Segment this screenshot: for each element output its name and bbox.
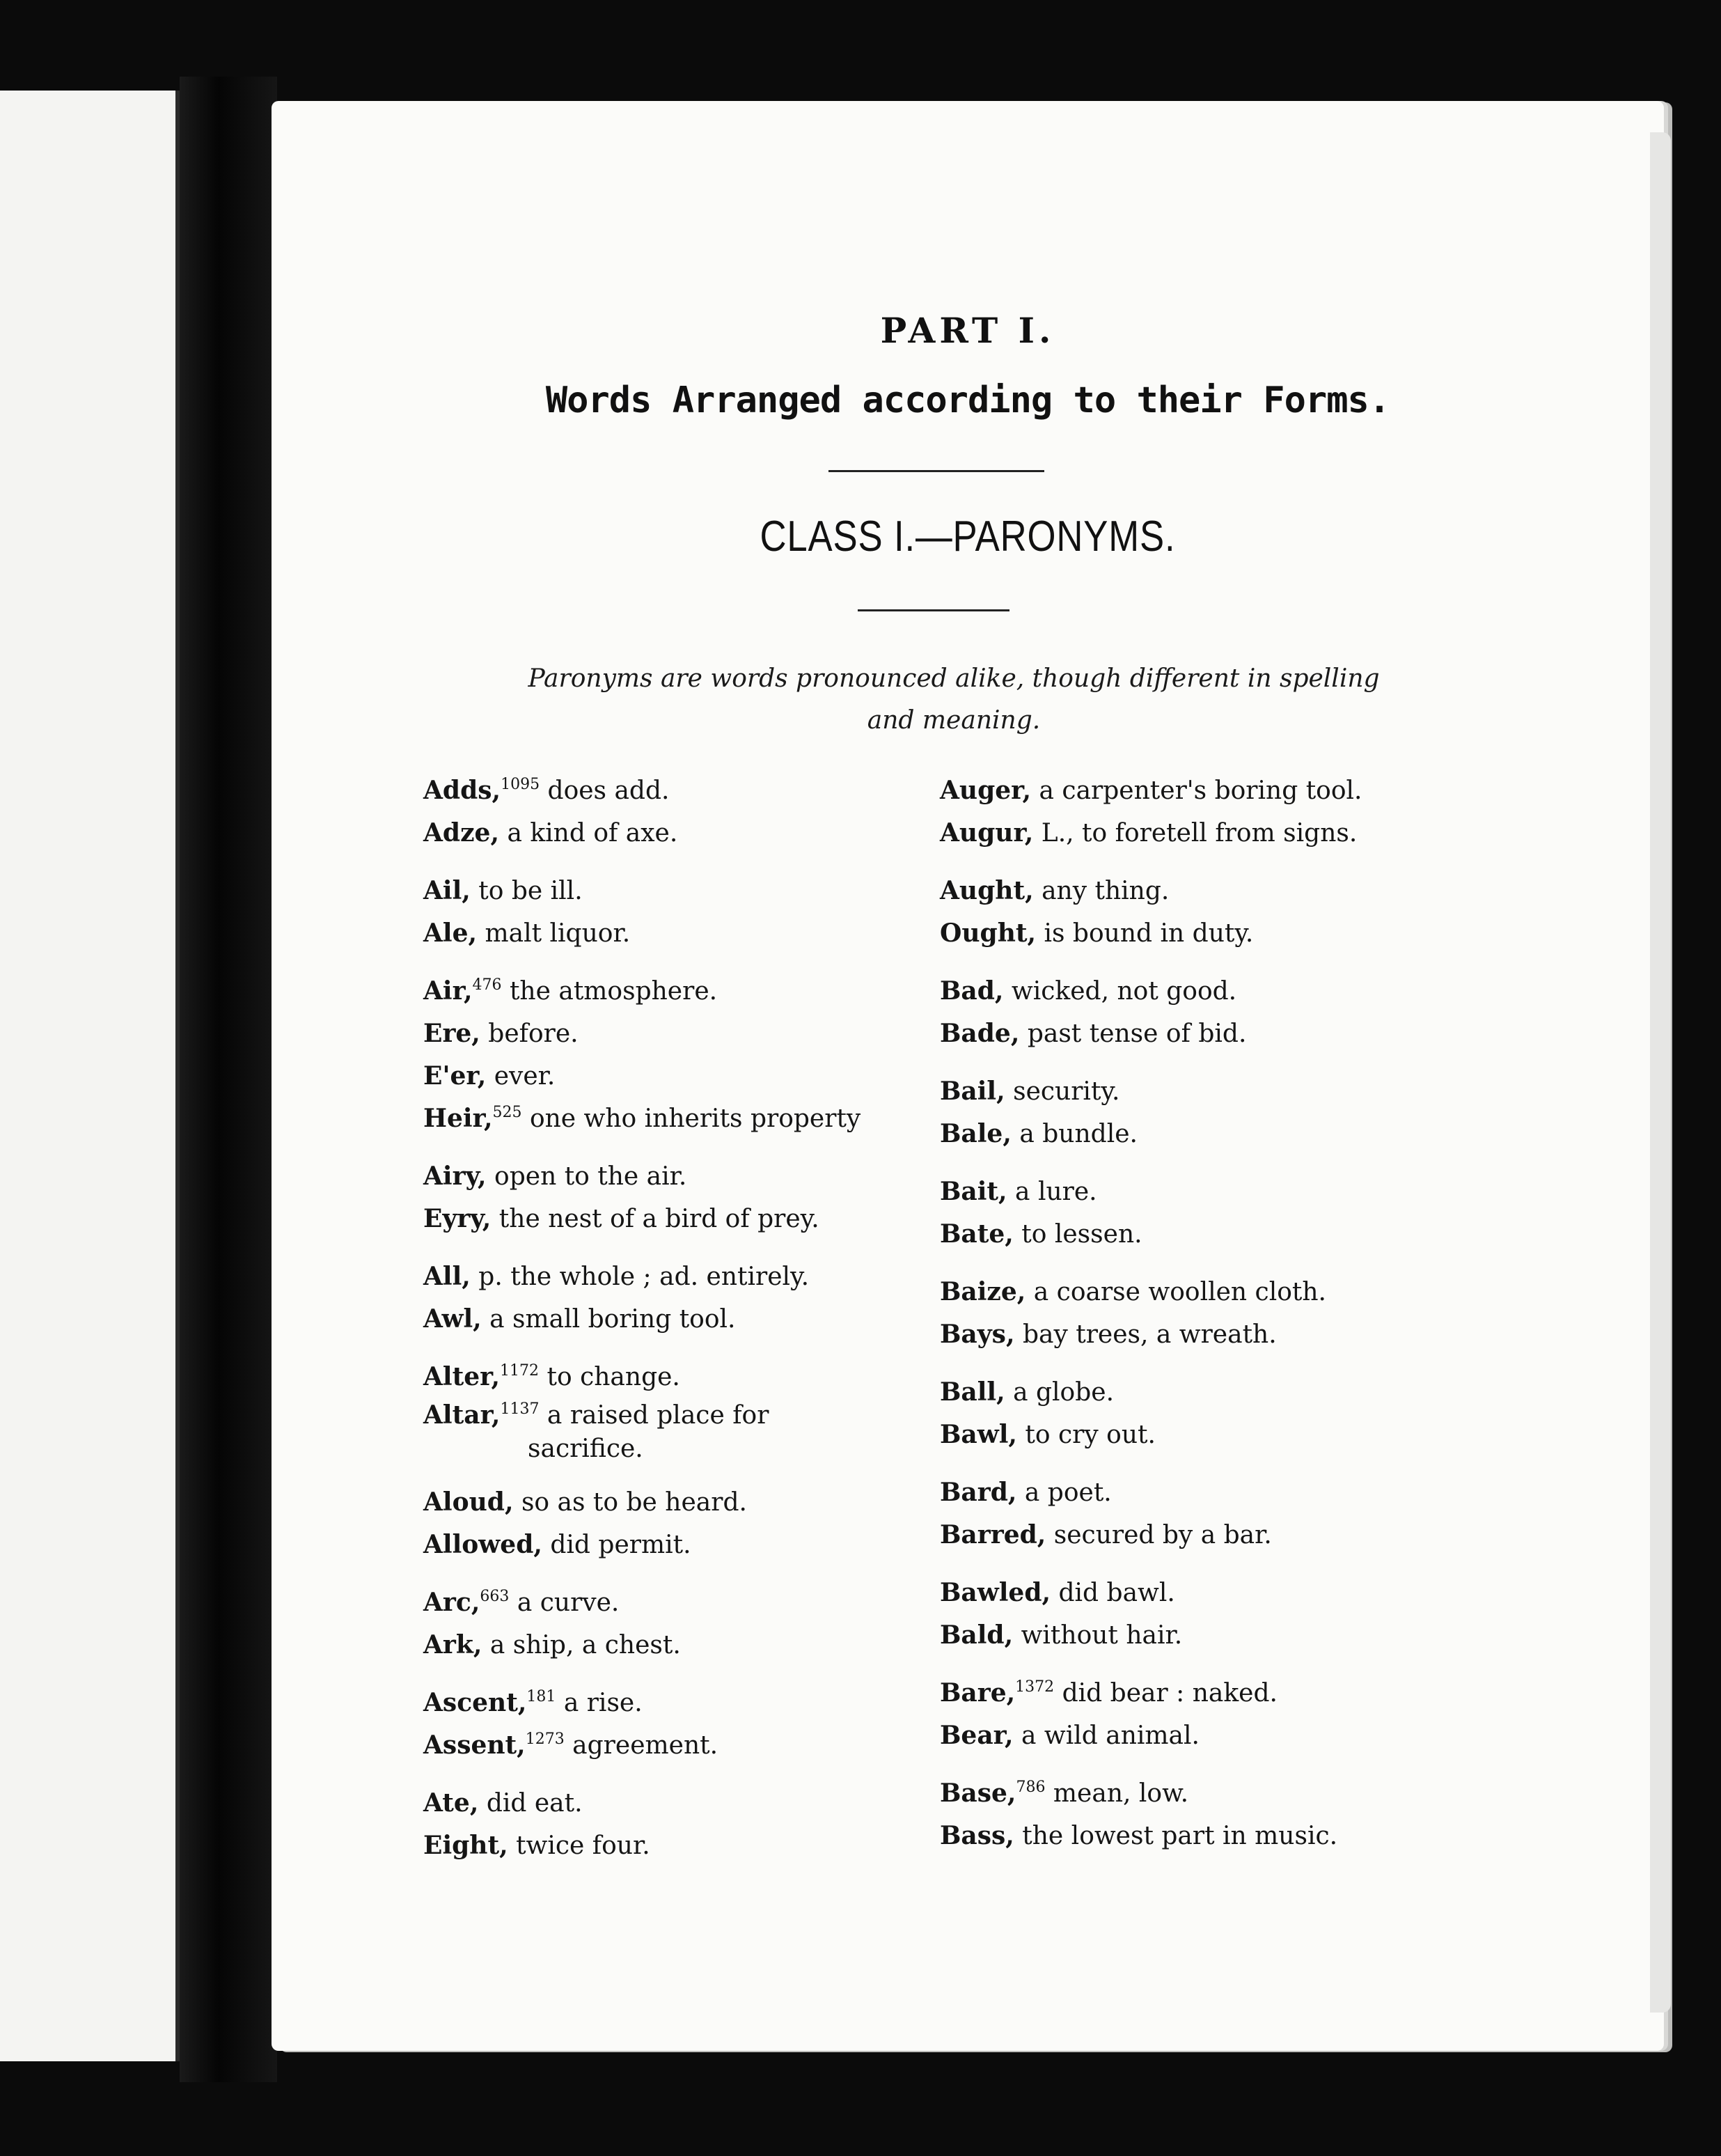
dictionary-entry: [423, 970, 925, 1013]
dictionary-entry: [423, 1682, 925, 1724]
entry-definition: past tense of bid.: [1027, 1020, 1247, 1048]
dictionary-entry: [423, 1298, 925, 1341]
entry-group: [423, 1481, 925, 1566]
entry-word: Assent,: [423, 1731, 526, 1760]
entry-word: Ere,: [423, 1019, 480, 1048]
entry-word: Ball,: [940, 1377, 1005, 1407]
part-heading: PART I.: [880, 310, 1055, 351]
divider-rule: [828, 470, 1044, 472]
entry-word: Ail,: [423, 876, 471, 905]
entry-word: Bale,: [940, 1119, 1012, 1148]
entry-word: Adds,: [423, 776, 501, 805]
entry-definition: a globe.: [1013, 1378, 1115, 1407]
entry-group: [940, 1572, 1469, 1657]
dictionary-entry: [940, 1471, 1469, 1514]
entry-definition: before.: [488, 1020, 579, 1048]
entry-definition-continued: sacrifice.: [528, 1435, 643, 1463]
dictionary-entry: [940, 1113, 1469, 1155]
entry-definition: security.: [1013, 1077, 1120, 1106]
divider-rule: [858, 609, 1009, 611]
entry-group: [423, 1356, 925, 1466]
entry-word: Air,: [423, 976, 473, 1006]
entry-group: [940, 1371, 1469, 1456]
dictionary-entry: [423, 1782, 925, 1825]
entry-definition: so as to be heard.: [521, 1488, 747, 1517]
dictionary-entry: [940, 1572, 1469, 1614]
entry-definition: the nest of a bird of prey.: [498, 1205, 819, 1233]
reference-number: 663: [480, 1588, 510, 1605]
entry-definition: a wild animal.: [1021, 1721, 1200, 1750]
entry-group: [423, 1256, 925, 1341]
dictionary-entry: [423, 1524, 925, 1566]
dictionary-entry: [940, 912, 1469, 955]
entry-group: [940, 1672, 1469, 1757]
entry-group: [940, 1271, 1469, 1356]
entry-definition: the atmosphere.: [509, 977, 718, 1006]
entry-group: [423, 970, 925, 1140]
entry-definition: secured by a bar.: [1053, 1521, 1272, 1549]
entry-word: Arc,: [423, 1588, 480, 1617]
entry-definition: did bawl.: [1058, 1579, 1175, 1607]
entry-word: E'er,: [423, 1061, 487, 1091]
dictionary-entry: [940, 1815, 1469, 1857]
entry-word: Bare,: [940, 1678, 1016, 1708]
entry-word: Ale,: [423, 919, 478, 948]
page-edge: [1650, 132, 1671, 2013]
entry-word: Augur,: [940, 818, 1034, 847]
entry-definition: did permit.: [550, 1531, 691, 1559]
entry-group: [423, 1155, 925, 1240]
dictionary-entry: [423, 1155, 925, 1198]
dictionary-entry: [940, 970, 1469, 1013]
entry-definition: a kind of axe.: [507, 819, 678, 847]
entry-definition: without hair.: [1021, 1621, 1183, 1650]
entry-word: Ate,: [423, 1788, 479, 1818]
entry-word: Bade,: [940, 1019, 1020, 1048]
reference-number: 525: [492, 1104, 522, 1121]
dictionary-entry: [940, 1271, 1469, 1313]
part-subtitle: Words Arranged according to their Forms.: [545, 380, 1390, 421]
dictionary-entry: [423, 1356, 925, 1398]
entry-group: [423, 1782, 925, 1867]
entry-word: Aloud,: [423, 1487, 514, 1517]
entry-definition: any thing.: [1042, 877, 1170, 905]
dictionary-entry: [423, 1724, 925, 1767]
dictionary-entry: [423, 1398, 925, 1466]
definition-line: Paronyms are words pronounced alike, though different in spelling: [528, 664, 1380, 693]
entry-definition: to lessen.: [1021, 1220, 1142, 1249]
entry-word: Ark,: [423, 1630, 482, 1659]
entry-definition: L., to foretell from signs.: [1041, 819, 1358, 847]
entry-word: Bawl,: [940, 1420, 1017, 1449]
dictionary-entry: [940, 1371, 1469, 1414]
dictionary-entry: [940, 1514, 1469, 1556]
entry-definition: open to the air.: [494, 1162, 687, 1191]
entry-definition: a lure.: [1015, 1178, 1097, 1206]
book-spine: [180, 77, 277, 2082]
entry-definition: twice four.: [516, 1831, 650, 1860]
entry-definition: agreement.: [572, 1731, 718, 1760]
entry-definition: a curve.: [517, 1588, 620, 1617]
entry-word: Bawled,: [940, 1578, 1051, 1607]
dictionary-entry: [423, 1624, 925, 1666]
entry-definition: a ship, a chest.: [489, 1631, 681, 1659]
entry-word: Baize,: [940, 1277, 1026, 1306]
dictionary-entry: [940, 1171, 1469, 1213]
entry-group: [423, 1682, 925, 1767]
entry-group: [423, 870, 925, 955]
entry-group: [940, 1772, 1469, 1857]
entry-definition: one who inherits property: [529, 1104, 861, 1133]
entry-word: Eyry,: [423, 1204, 492, 1233]
dictionary-entry: [940, 870, 1469, 912]
entry-definition: is bound in duty.: [1044, 919, 1254, 948]
dictionary-entry: [940, 770, 1469, 812]
dictionary-entry: [423, 870, 925, 912]
dictionary-entry: [940, 1672, 1469, 1714]
entry-word: All,: [423, 1262, 471, 1291]
entry-definition: wicked, not good.: [1011, 977, 1237, 1006]
entry-group: [940, 770, 1469, 854]
entry-word: Heir,: [423, 1104, 493, 1133]
reference-number: 476: [472, 976, 502, 994]
reference-number: 1137: [500, 1400, 540, 1418]
dictionary-entry: [423, 812, 925, 854]
dictionary-entry: [940, 1714, 1469, 1757]
entry-definition: to change.: [547, 1363, 680, 1391]
entry-definition: to be ill.: [478, 877, 583, 905]
reference-number: 1273: [525, 1731, 565, 1748]
entry-word: Allowed,: [423, 1530, 542, 1559]
entry-definition: did eat.: [486, 1789, 583, 1818]
entry-definition: a raised place for: [547, 1401, 769, 1430]
entry-word: Bear,: [940, 1721, 1014, 1750]
dictionary-entry: [423, 1013, 925, 1055]
entry-word: Ascent,: [423, 1688, 527, 1717]
entry-word: Ought,: [940, 919, 1037, 948]
entry-group: [940, 1171, 1469, 1256]
dictionary-entry: [940, 1414, 1469, 1456]
entry-group: [940, 870, 1469, 955]
entry-definition: a coarse woollen cloth.: [1033, 1278, 1326, 1306]
entry-word: Base,: [940, 1779, 1016, 1808]
entry-definition: the lowest part in music.: [1022, 1822, 1338, 1850]
entry-definition: does add.: [547, 776, 670, 805]
entry-definition: a carpenter's boring tool.: [1039, 776, 1362, 805]
reference-number: 1372: [1015, 1678, 1055, 1696]
entry-definition: did bear : naked.: [1062, 1679, 1278, 1708]
entry-word: Bays,: [940, 1320, 1015, 1349]
entry-word: Bald,: [940, 1620, 1014, 1650]
entry-definition: mean, low.: [1053, 1779, 1189, 1808]
dictionary-entry: [940, 1772, 1469, 1815]
entry-definition: a rise.: [563, 1689, 643, 1717]
entry-definition: to cry out.: [1025, 1421, 1156, 1449]
entry-word: Bate,: [940, 1219, 1014, 1249]
dictionary-entry: [423, 1256, 925, 1298]
entry-word: Adze,: [423, 818, 499, 847]
entry-word: Aught,: [940, 876, 1034, 905]
entry-word: Bad,: [940, 976, 1004, 1006]
entry-word: Altar,: [423, 1400, 501, 1430]
dictionary-entry: [423, 1198, 925, 1240]
class-title: CLASS I.—PARONYMS.: [760, 513, 1176, 561]
dictionary-entry: [940, 812, 1469, 854]
definition-text: [411, 658, 1497, 742]
entry-definition: a poet.: [1024, 1478, 1112, 1507]
reference-number: 786: [1016, 1779, 1046, 1796]
entry-word: Eight,: [423, 1831, 508, 1860]
dictionary-entry: [940, 1614, 1469, 1657]
entry-word: Awl,: [423, 1304, 482, 1334]
dictionary-entry: [940, 1213, 1469, 1256]
reference-number: 181: [526, 1688, 556, 1705]
entry-definition: a bundle.: [1019, 1120, 1138, 1148]
entry-word: Bait,: [940, 1177, 1007, 1206]
definition-line: and meaning.: [867, 706, 1041, 735]
book-page: [272, 101, 1664, 2051]
right-column: [940, 770, 1469, 1873]
entry-word: Bail,: [940, 1077, 1005, 1106]
entry-group: [423, 770, 925, 854]
dictionary-entry: [423, 1825, 925, 1867]
entry-definition: a small boring tool.: [489, 1305, 736, 1334]
entry-word: Bard,: [940, 1478, 1017, 1507]
dictionary-entry: [940, 1070, 1469, 1113]
dictionary-entry: [940, 1313, 1469, 1356]
entry-group: [940, 970, 1469, 1055]
entry-word: Alter,: [423, 1362, 501, 1391]
dictionary-entry: [423, 1581, 925, 1624]
entry-word: Auger,: [940, 776, 1032, 805]
dictionary-entry: [423, 912, 925, 955]
entry-word: Barred,: [940, 1520, 1046, 1549]
entry-group: [423, 1581, 925, 1666]
dictionary-entry: [940, 1013, 1469, 1055]
entry-word: Airy,: [423, 1162, 487, 1191]
dictionary-entry: [423, 1097, 925, 1140]
entry-word: Bass,: [940, 1821, 1014, 1850]
entry-definition: p. the whole ; ad. entirely.: [478, 1263, 810, 1291]
dictionary-entry: [423, 770, 925, 812]
facing-page: [0, 91, 180, 2061]
entry-group: [940, 1070, 1469, 1155]
entry-group: [940, 1471, 1469, 1556]
entry-definition: malt liquor.: [485, 919, 631, 948]
dictionary-entry: [423, 1481, 925, 1524]
entry-definition: ever.: [494, 1062, 556, 1091]
dictionary-entry: [423, 1055, 925, 1097]
reference-number: 1172: [500, 1362, 540, 1380]
entry-definition: bay trees, a wreath.: [1022, 1320, 1277, 1349]
left-column: [423, 770, 925, 1882]
reference-number: 1095: [501, 776, 540, 793]
